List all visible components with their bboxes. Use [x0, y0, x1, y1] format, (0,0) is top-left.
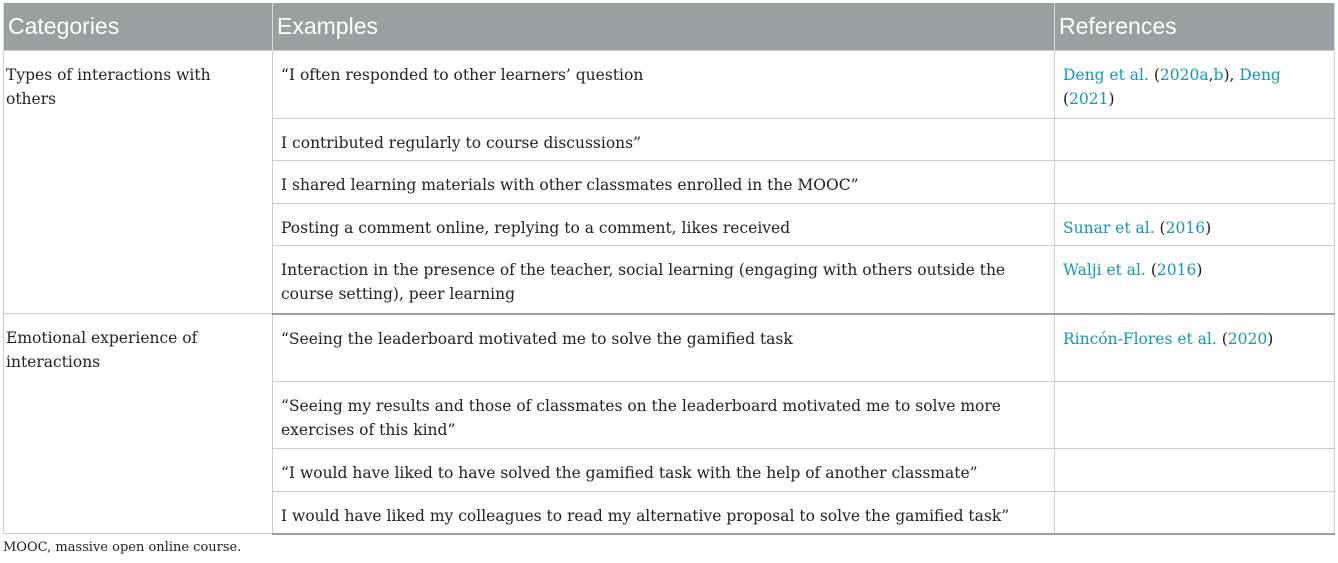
- reference-link[interactable]: 2016: [1165, 219, 1206, 237]
- references-table: [3, 3, 1335, 535]
- reference-cell: [1055, 492, 1335, 534]
- reference-text: ): [1108, 90, 1115, 108]
- category-cell: Types of interactions with others: [4, 51, 273, 314]
- reference-link[interactable]: Sunar et al.: [1063, 219, 1155, 237]
- reference-link[interactable]: 2021: [1069, 90, 1109, 108]
- reference-link[interactable]: 2020: [1227, 329, 1268, 348]
- reference-cell: [1055, 204, 1335, 246]
- example-cell: Posting a comment online, replying to a comment, likes received: [273, 204, 1055, 246]
- reference-text: (: [1145, 261, 1157, 279]
- example-cell: “Seeing my results and those of classmates on the leaderboard motivated me to solve more exercises of this kind”: [273, 382, 1055, 449]
- reference-cell: [1055, 246, 1335, 314]
- reference-link[interactable]: Deng et al.: [1063, 66, 1149, 84]
- reference-text: ),: [1223, 66, 1240, 84]
- reference-cell: [1055, 449, 1335, 492]
- header-examples: Examples: [273, 3, 1055, 51]
- reference-link[interactable]: Rincón-Flores et al.: [1063, 329, 1217, 348]
- example-cell: “I often responded to other learners’ question: [273, 51, 1055, 119]
- header-references: References: [1055, 3, 1335, 51]
- table-row: [4, 51, 1335, 119]
- example-cell: I would have liked my colleagues to read my alternative proposal to solve the gamified task”: [273, 492, 1055, 534]
- reference-cell: [1055, 314, 1335, 382]
- reference-text: (: [1148, 66, 1160, 84]
- reference-cell: [1055, 382, 1335, 449]
- example-cell: I contributed regularly to course discussions”: [273, 119, 1055, 161]
- reference-link[interactable]: Walji et al.: [1063, 261, 1146, 279]
- reference-link[interactable]: 2020a: [1159, 66, 1209, 84]
- reference-cell: [1055, 119, 1335, 161]
- example-cell: I shared learning materials with other classmates enrolled in the MOOC”: [273, 161, 1055, 204]
- reference-text: ): [1267, 329, 1274, 348]
- header-categories: Categories: [4, 3, 273, 51]
- reference-cell: [1055, 161, 1335, 204]
- category-cell: Emotional experience of interactions: [4, 314, 273, 534]
- reference-text: ,: [1208, 66, 1214, 84]
- reference-text: ): [1205, 219, 1212, 237]
- example-cell: Interaction in the presence of the teacher, social learning (engaging with others outside the course setting), peer learning: [273, 246, 1055, 314]
- reference-link[interactable]: b: [1213, 66, 1224, 84]
- reference-text: (: [1216, 329, 1228, 348]
- header-row: [4, 3, 1335, 51]
- example-cell: “I would have liked to have solved the gamified task with the help of another classmate”: [273, 449, 1055, 492]
- table-footnote: MOOC, massive open online course.: [3, 540, 242, 555]
- reference-text: ): [1196, 261, 1203, 279]
- reference-cell: [1055, 51, 1335, 119]
- table-row: [4, 314, 1335, 382]
- reference-text: (: [1154, 219, 1166, 237]
- reference-text: (: [1063, 90, 1070, 108]
- reference-link[interactable]: Deng: [1239, 66, 1281, 84]
- reference-link[interactable]: 2016: [1156, 261, 1197, 279]
- example-cell: “Seeing the leaderboard motivated me to solve the gamified task: [273, 314, 1055, 382]
